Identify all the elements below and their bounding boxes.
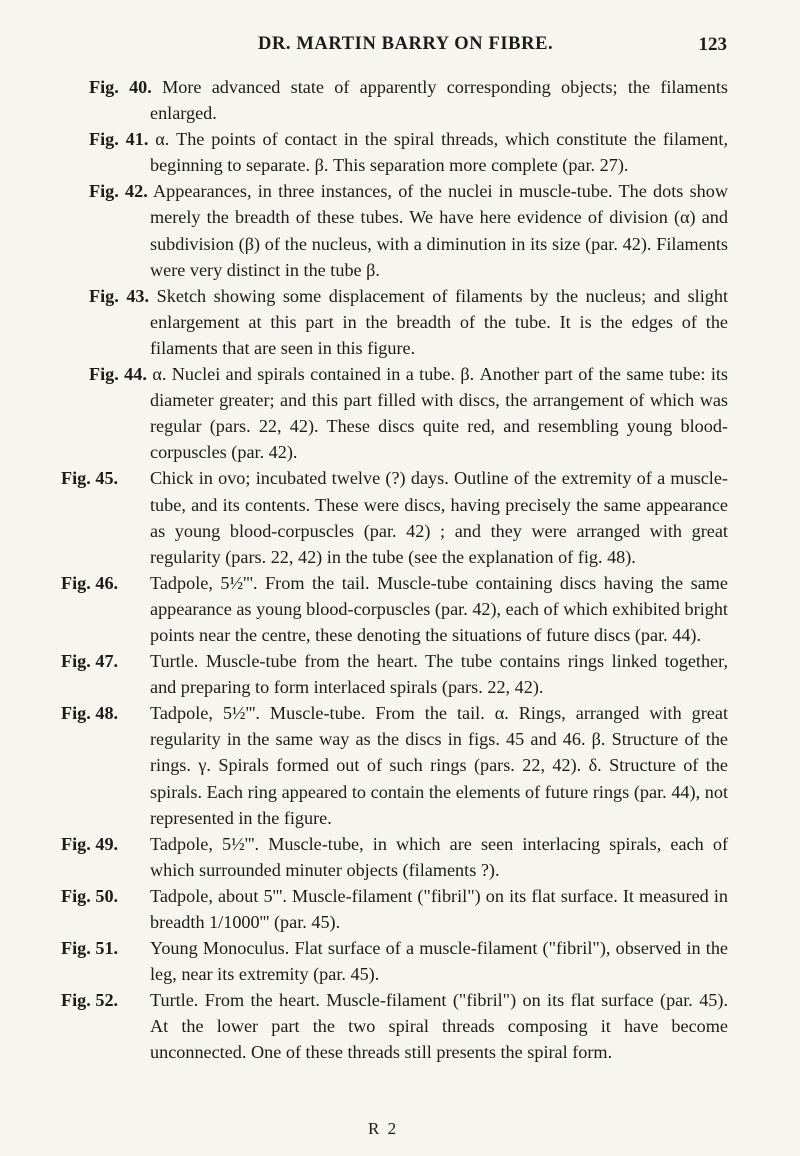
figure-entry-42 xyxy=(0,178,800,282)
figure-label: Fig. 45. xyxy=(61,468,119,489)
figure-entry-45 xyxy=(0,465,800,569)
figure-description: Appearances, in three instances, of the nuclei in muscle-tube. The dots show merely the breadth of these tubes. We have here evidence of division (α) and subdivision (β) of the nucleus, with a diminution in its size (par. 42). Filaments were very distinct in the tube β. xyxy=(150,181,728,280)
figure-label: Fig. 42. xyxy=(89,181,148,202)
figure-label: Fig. 43. xyxy=(89,285,150,306)
figure-description: More advanced state of apparently corresponding objects; the filaments enlarged. xyxy=(150,77,728,124)
figure-explanations xyxy=(0,74,800,1066)
figure-label: Fig. 41. xyxy=(89,129,149,150)
figure-description: α. The points of contact in the spiral threads, which constitute the filament, beginning to separate. β. This separation more complete (par. 27). xyxy=(150,129,728,176)
figure-description: Tadpole, 5½'''. Muscle-tube. From the tail. α. Rings, arranged with great regularity in the same way as the discs in figs. 45 and 46. β. Structure of the rings. γ. Spirals formed out of such rings (pars. 22, 42). δ. Structure of the spirals. Each ring appeared to contain the elements of future rings (par. 44), not represented in the figure. xyxy=(150,703,728,828)
figure-entry-41 xyxy=(0,126,800,178)
figure-entry-40 xyxy=(0,74,800,126)
running-head xyxy=(0,34,800,60)
figure-entry-46 xyxy=(0,570,800,648)
figure-description: Turtle. Muscle-tube from the heart. The tube contains rings linked together, and preparing to form interlaced spirals (pars. 22, 42). xyxy=(150,651,728,698)
figure-label: Fig. 51. xyxy=(61,938,119,959)
figure-entry-51 xyxy=(0,935,800,987)
page-number: 123 xyxy=(698,34,727,55)
figure-label: Fig. 44. xyxy=(89,364,147,385)
figure-label: Fig. 40. xyxy=(89,77,152,97)
figure-label: Fig. 48. xyxy=(61,703,119,724)
figure-label: Fig. 47. xyxy=(61,651,119,672)
figure-label: Fig. 49. xyxy=(61,833,119,854)
figure-description: Tadpole, 5½'''. Muscle-tube, in which are seen interlacing spirals, each of which surrounded minuter objects (filaments ?). xyxy=(150,833,728,880)
figure-entry-49 xyxy=(0,831,800,883)
figure-entry-52 xyxy=(0,987,800,1065)
figure-description: Tadpole, 5½'''. From the tail. Muscle-tube containing discs having the same appearance as young blood-corpuscles (par. 42), each of which exhibited bright points near the centre, these denoting the situations of future discs (par. 44). xyxy=(150,572,728,645)
figure-label: Fig. 50. xyxy=(61,885,119,906)
figure-description: Young Monoculus. Flat surface of a muscle-filament ("fibril"), observed in the leg, near its extremity (par. 45). xyxy=(150,938,728,985)
figure-entry-44 xyxy=(0,361,800,465)
figure-entry-47 xyxy=(0,648,800,700)
figure-description: Sketch showing some displacement of filaments by the nucleus; and slight enlargement at this part in the breadth of the tube. It is the edges of the filaments that are seen in this figure. xyxy=(150,285,728,358)
figure-description: Chick in ovo; incubated twelve (?) days. Outline of the extremity of a muscle-tube, and its contents. These were discs, having precisely the same appearance as young blood-corpuscles (par. 42) ; and they were arranged with great regularity (pars. 22, 42) in the tube (see the explanation of fig. 48). xyxy=(150,468,728,567)
figure-entry-50 xyxy=(0,883,800,935)
figure-label: Fig. 46. xyxy=(61,572,119,593)
running-title: DR. MARTIN BARRY ON FIBRE. xyxy=(258,34,554,54)
figure-entry-43 xyxy=(0,283,800,361)
figure-description: α. Nuclei and spirals contained in a tube. β. Another part of the same tube: its diameter greater; and this part filled with discs, the arrangement of which was regular (pars. 22, 42). These discs quite red, and resembling young blood-corpuscles (par. 42). xyxy=(150,364,729,463)
figure-label: Fig. 52. xyxy=(61,990,119,1011)
figure-entry-48 xyxy=(0,700,800,830)
printer-signature: R 2 xyxy=(368,1119,399,1138)
figure-description: Tadpole, about 5'''. Muscle-filament ("fibril") on its flat surface. It measured in breadth 1/1000''' (par. 45). xyxy=(150,885,728,932)
figure-description: Turtle. From the heart. Muscle-filament ("fibril") on its flat surface (par. 45). At the lower part the two spiral threads composing it have become unconnected. One of these threads still presents the spiral form. xyxy=(150,990,728,1063)
